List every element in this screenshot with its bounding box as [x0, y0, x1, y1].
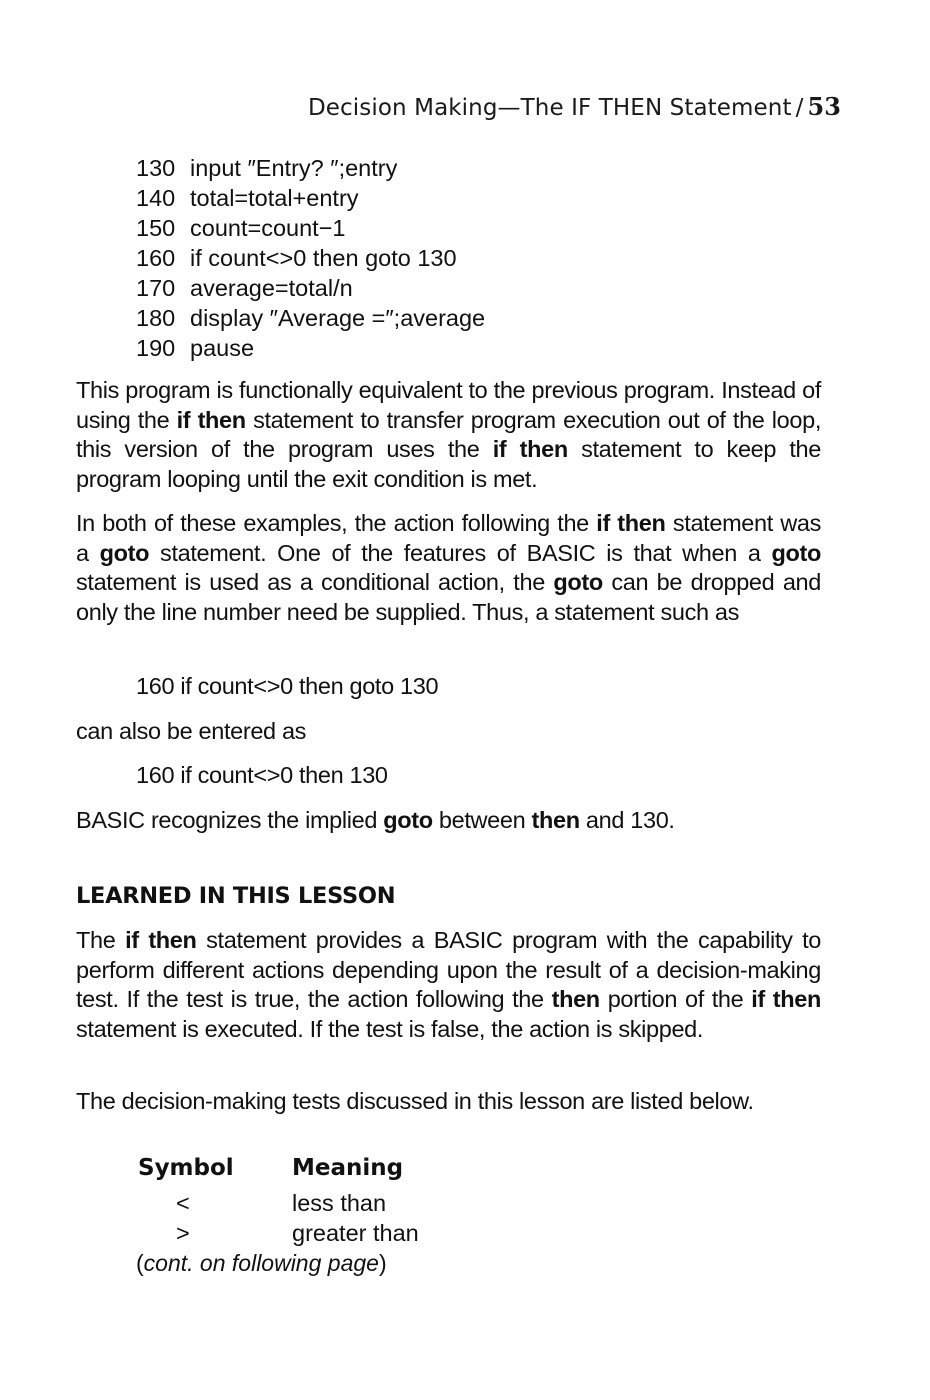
line-number: 160 [136, 245, 176, 271]
line-number: 190 [136, 335, 176, 361]
keyword-if-then: if then [176, 406, 246, 433]
keyword-if-then: if then [596, 510, 666, 536]
code-line [136, 153, 485, 183]
code-line [136, 333, 485, 363]
code-line [136, 243, 485, 273]
text-run: statement provides a BASIC program with the capability to perform different actions depending upon the result of a decision-making test. If the test is true, the action following the [76, 927, 821, 1013]
continued-note [136, 1250, 387, 1277]
code-line [136, 273, 485, 303]
keyword-then: then [531, 807, 580, 833]
line-number: 160 [136, 673, 175, 699]
paragraph-implied-goto [76, 807, 675, 834]
text-run: can be dropped and only the line number need be supplied. Thus, a statement such as [76, 569, 821, 626]
code-text: input ″Entry? ″;entry [190, 155, 398, 181]
text-run: BASIC recognizes the implied [76, 807, 384, 833]
keyword-if-then: if then [125, 927, 197, 953]
text-run: This program is functionally equivalent to the previous program. Instead of using the [76, 377, 821, 433]
line-number: 150 [136, 215, 176, 241]
keyword-goto: goto [771, 539, 822, 566]
keyword-goto: goto [553, 569, 603, 596]
symbol-less-than: < [176, 1190, 190, 1216]
paren-open: ( [136, 1250, 144, 1276]
code-text: count=count−1 [190, 215, 346, 241]
text-run: The [76, 927, 126, 953]
page-number: 53 [807, 92, 842, 121]
code-text: pause [190, 335, 255, 361]
code-line [136, 303, 485, 333]
paragraph-goto-feature [76, 509, 821, 628]
section-heading: LEARNED IN THIS LESSON [76, 883, 396, 909]
text-run: statement to keep the program looping until the exit condition is met. [76, 436, 821, 493]
meaning-less-than: less than [292, 1190, 387, 1216]
line-number: 180 [136, 305, 176, 331]
text-run: statement. One of the features of BASIC is that when a [149, 539, 772, 566]
paren-close: ) [378, 1250, 387, 1276]
symbol-greater-than: > [176, 1220, 190, 1246]
code-text: if count<>0 then goto 130 [190, 245, 457, 271]
line-number: 170 [136, 275, 176, 301]
keyword-if-then: if then [492, 436, 568, 463]
code-text: if count<>0 then 130 [180, 762, 388, 788]
keyword-goto: goto [383, 807, 433, 833]
code-text: total=total+entry [190, 185, 359, 211]
column-header-meaning: Meaning [292, 1155, 404, 1181]
line-number: 130 [136, 155, 176, 181]
text-run: statement is executed. If the test is false, the action is skipped. [76, 1016, 704, 1043]
keyword-if-then: if then [751, 986, 821, 1013]
keyword-then: then [551, 986, 600, 1013]
code-text: average=total/n [190, 275, 353, 301]
line-number: 140 [136, 185, 176, 211]
meaning-greater-than: greater than [292, 1220, 419, 1246]
text-run: statement to transfer program execution out of the loop, this version of the program uses the [76, 406, 821, 463]
code-listing [136, 153, 485, 363]
paragraph-tests-intro: The decision-making tests discussed in this lesson are listed below. [76, 1088, 754, 1114]
text-run: and 130. [579, 807, 675, 833]
line-number: 160 [136, 762, 175, 788]
running-head [308, 92, 841, 121]
code-text: display ″Average =″;average [190, 305, 486, 331]
running-head-title: Decision Making—The IF THEN Statement [308, 95, 792, 121]
column-header-symbol: Symbol [138, 1155, 234, 1181]
example-statement-with-goto [136, 673, 438, 700]
connector-text: can also be entered as [76, 718, 307, 744]
paragraph-equivalence [76, 376, 821, 495]
paragraph-summary [76, 926, 821, 1045]
code-text: if count<>0 then goto 130 [180, 673, 439, 699]
text-run: portion of the [599, 986, 752, 1013]
continued-note-text: cont. on following page [143, 1250, 379, 1276]
running-head-separator: / [795, 95, 804, 121]
example-statement-implied-goto [136, 762, 388, 789]
keyword-goto: goto [99, 539, 150, 566]
code-line [136, 183, 485, 213]
code-line [136, 213, 485, 243]
text-run: statement was a [76, 510, 822, 566]
text-run: In both of these examples, the action following the [76, 510, 597, 536]
text-run: statement is used as a conditional action, the [76, 569, 554, 596]
text-run: between [432, 807, 532, 833]
